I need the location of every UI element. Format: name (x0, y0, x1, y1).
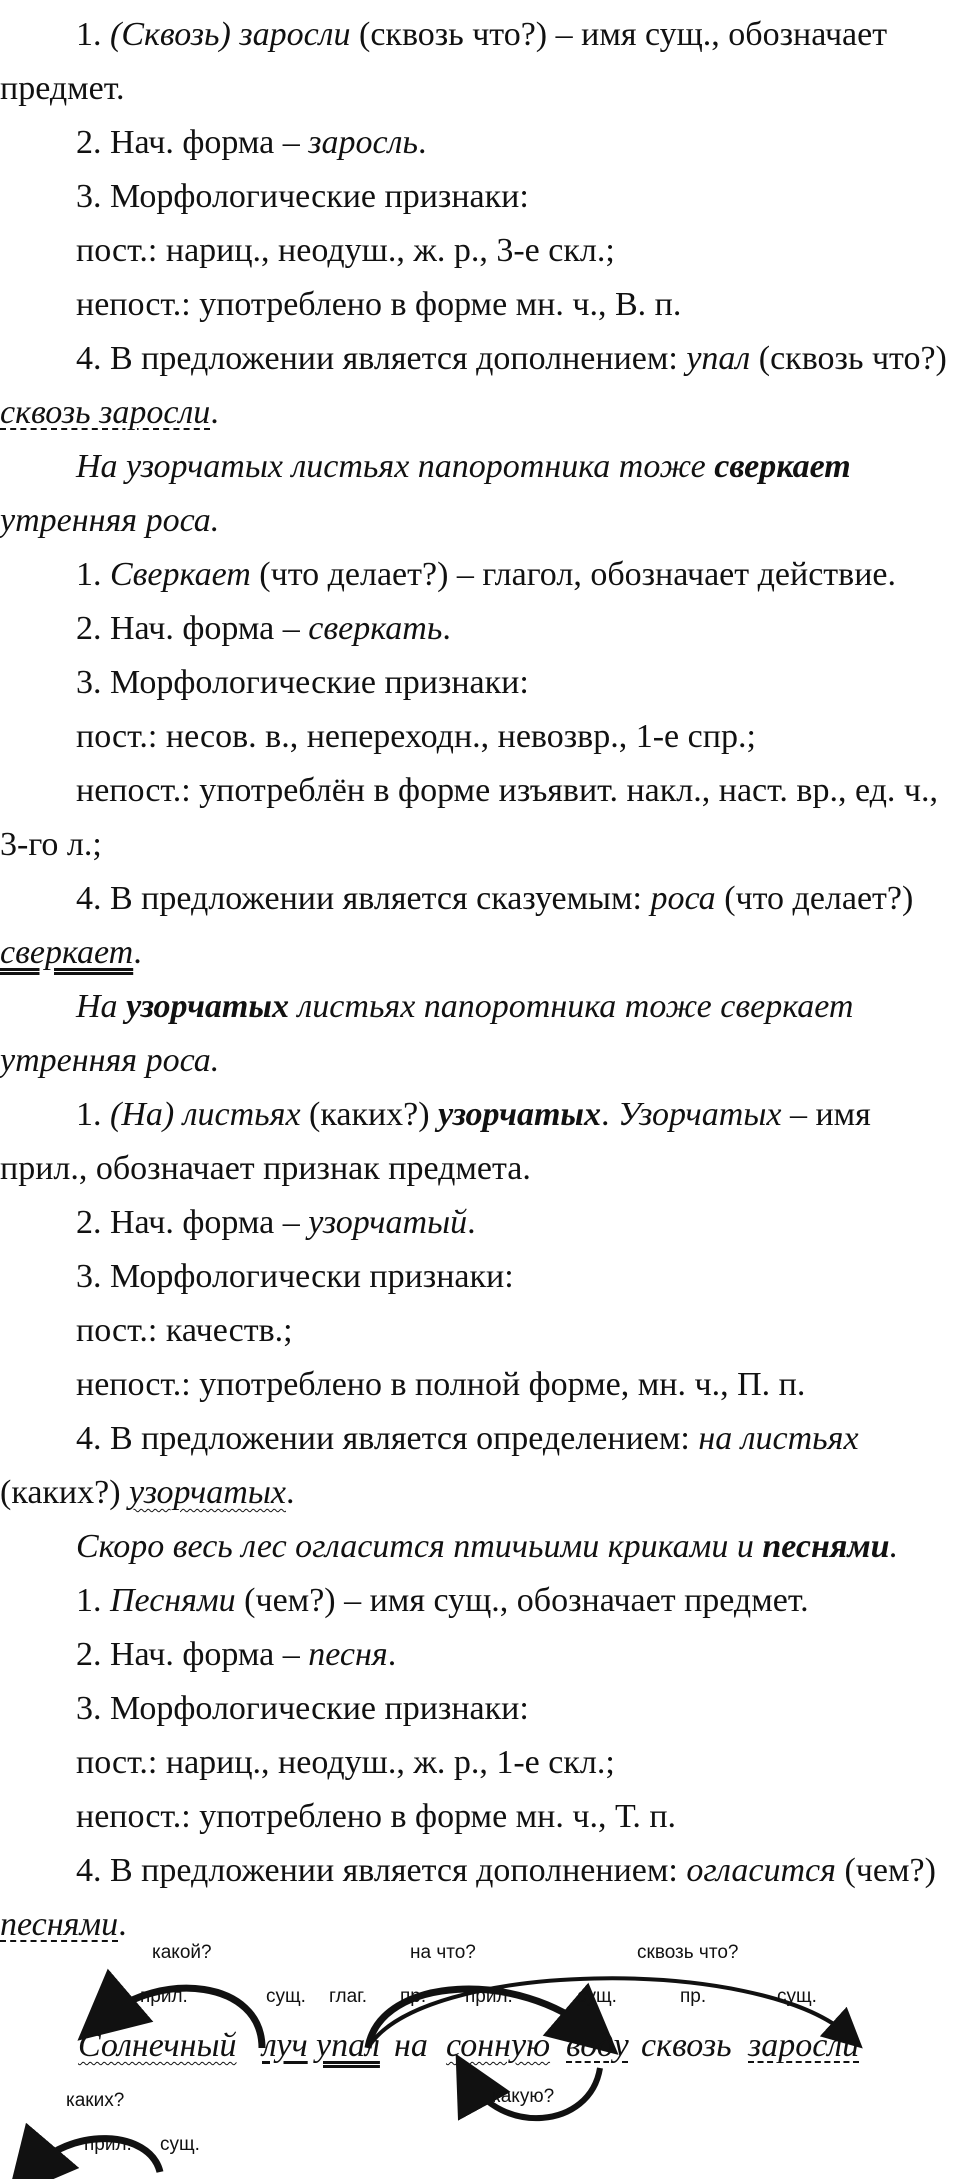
paragraph: 3. Морфологически признаки: (76, 1258, 514, 1295)
sentence-diagram (0, 1940, 960, 2179)
diagram-word: сквозь (641, 2027, 732, 2064)
pos-label: сущ. (160, 2134, 200, 2155)
paragraph: пост.: несов. в., непереходн., невозвр., 1-е спр.; (76, 718, 756, 755)
paragraph: непост.: употреблено в форме мн. ч., В. п. (76, 286, 682, 323)
pos-label: сущ. (577, 1986, 617, 2007)
diagram-word: заросли (748, 2027, 860, 2064)
paragraph: 3. Морфологические признаки: (76, 664, 529, 701)
pos-label: сущ. (266, 1986, 306, 2007)
diagram-word: луч (262, 2027, 308, 2064)
paragraph: 4. В предложении является определением: на листьях (каких?) узорчатых. (0, 1420, 859, 1511)
question-label: сквозь что? (637, 1942, 739, 1963)
example-sentence: Скоро весь лес огласится птичьими криками и песнями. (76, 1528, 899, 1565)
pos-label: прил. (140, 1986, 188, 2007)
question-label: каких? (66, 2090, 125, 2111)
paragraph: 3. Морфологические признаки: (76, 178, 529, 215)
paragraph: непост.: употреблён в форме изъявит. накл., наст. вр., ед. ч., 3-го л.; (0, 772, 939, 863)
pos-label: прил. (84, 2134, 132, 2155)
example-sentence: На узорчатых листьях папоротника тоже сверкает утренняя роса. (0, 988, 854, 1079)
pos-label: прил. (465, 1986, 513, 2007)
paragraph: 1. Сверкает (что делает?) – глагол, обозначает действие. (76, 556, 896, 593)
paragraph: 2. Нач. форма – сверкать. (76, 610, 451, 647)
pos-label: глаг. (329, 1986, 368, 2007)
paragraph: 1. Песнями (чем?) – имя сущ., обозначает предмет. (76, 1582, 809, 1619)
pos-label: пр. (680, 1986, 707, 2007)
diagram-word: воду (566, 2027, 629, 2064)
paragraph: 2. Нач. форма – песня. (76, 1636, 397, 1673)
diagram-word: упал (316, 2027, 380, 2064)
question-label: какую? (492, 2086, 555, 2107)
diagram-word: на (394, 2027, 428, 2064)
diagram-word: Солнечный (78, 2027, 237, 2064)
pos-label: сущ. (777, 1986, 817, 2007)
pos-label: пр. (400, 1986, 427, 2007)
paragraph: 3. Морфологические признаки: (76, 1690, 529, 1727)
paragraph: 4. В предложении является дополнением: огласится (чем?) песнями. (0, 1852, 936, 1943)
diagram-word: сонную (446, 2027, 551, 2064)
paragraph: пост.: качеств.; (76, 1312, 293, 1349)
paragraph: 2. Нач. форма – заросль. (76, 124, 427, 161)
question-label: какой? (152, 1942, 212, 1963)
paragraph: непост.: употреблено в форме мн. ч., Т. п. (76, 1798, 677, 1835)
paragraph: 1. (На) листьях (каких?) узорчатых. Узорчатых – имя прил., обозначает признак предмета. (0, 1096, 871, 1187)
paragraph: 4. В предложении является дополнением: упал (сквозь что?) сквозь заросли. (0, 340, 947, 431)
question-label: на что? (410, 1942, 476, 1963)
paragraph: 4. В предложении является сказуемым: роса (что делает?) сверкает. (0, 880, 914, 971)
paragraph: 2. Нач. форма – узорчатый. (76, 1204, 476, 1241)
paragraph: 1. (Сквозь) заросли (сквозь что?) – имя сущ., обозначает предмет. (0, 16, 888, 107)
paragraph: пост.: нариц., неодуш., ж. р., 1-е скл.; (76, 1744, 615, 1781)
example-sentence: На узорчатых листьях папоротника тоже сверкает утренняя роса. (0, 448, 851, 539)
paragraph: непост.: употреблено в полной форме, мн. ч., П. п. (76, 1366, 806, 1403)
paragraph: пост.: нариц., неодуш., ж. р., 3-е скл.; (76, 232, 615, 269)
